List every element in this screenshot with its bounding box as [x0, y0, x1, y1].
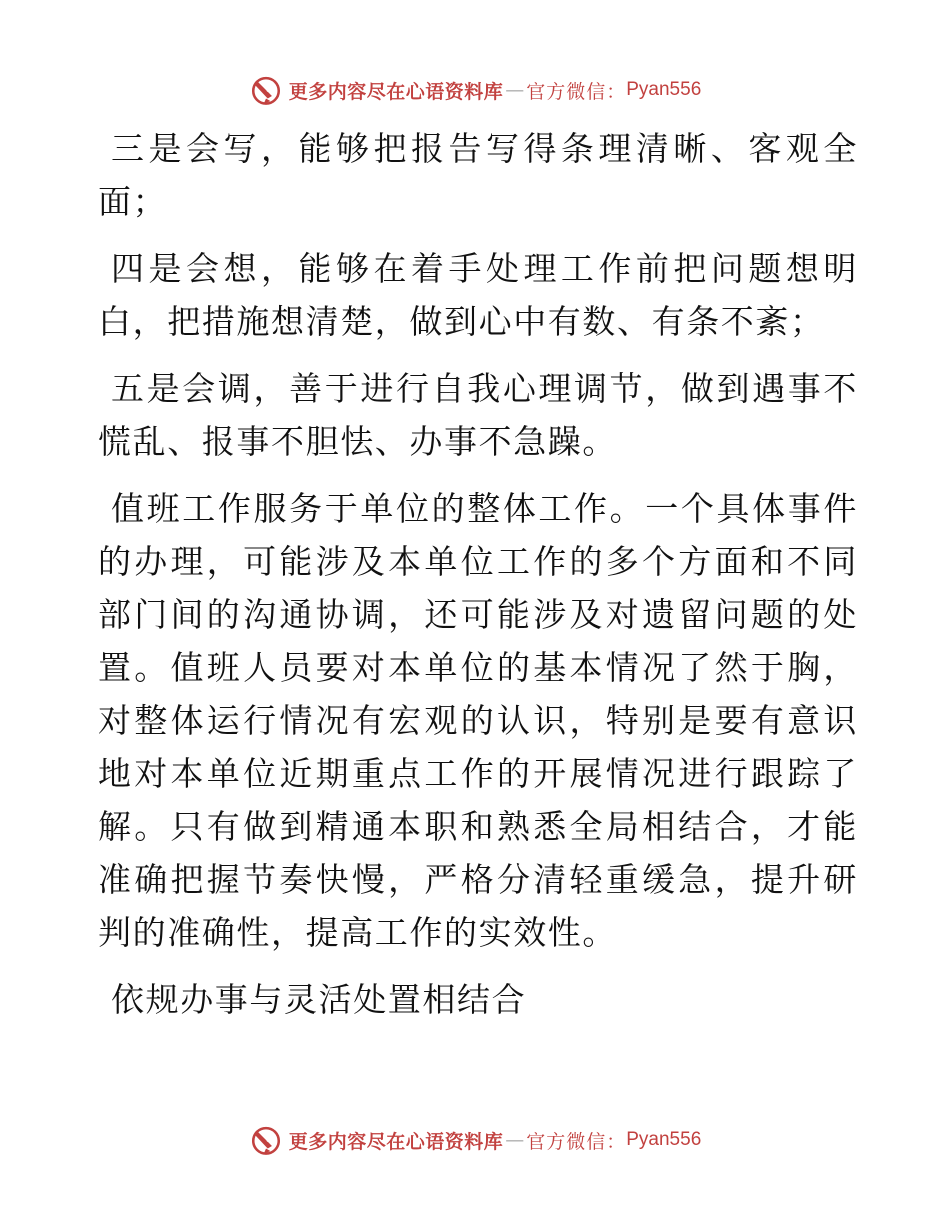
- banner-separator: —: [505, 79, 525, 101]
- banner-separator: —: [505, 1129, 525, 1151]
- banner-wechat-label: 官方微信：: [526, 1130, 627, 1153]
- paragraph: 值班工作服务于单位的整体工作。一个具体事件的办理，可能涉及本单位工作的多个方面和不同部门间的沟通协调，还可能涉及对遗留问题的处置。值班人员要对本单位的基本情况了然于胸，对整体运行情况有宏观的认识，特别是要有意识地对本单位近期重点工作的开展情况进行跟踪了解。只有做到精通本职和熟悉全局相结合，才能准确把握节奏快慢，严格分清轻重缓急，提升研判的准确性，提高工作的实效性。: [98, 489, 858, 952]
- banner-brand-text: 更多内容尽在心语资料库: [288, 1130, 504, 1153]
- banner-wechat-handle: Pyan556: [626, 79, 702, 100]
- pen-nib-logo-icon: [249, 73, 283, 107]
- section-heading: 依规办事与灵活处置相结合: [111, 980, 527, 1019]
- paragraph: 四是会想，能够在着手处理工作前把问题想明白，把措施想清楚，做到心中有数、有条不紊；: [98, 249, 858, 341]
- footer-banner: [0, 1120, 950, 1160]
- banner-brand-text: 更多内容尽在心语资料库: [288, 80, 504, 103]
- banner-wechat-label: 官方微信：: [526, 80, 627, 103]
- header-banner: [0, 70, 950, 110]
- pen-nib-logo-icon: [249, 1123, 283, 1157]
- document-body: [98, 122, 858, 1026]
- paragraph: 五是会调，善于进行自我心理调节，做到遇事不慌乱、报事不胆怯、办事不急躁。: [98, 369, 858, 461]
- paragraph: 三是会写，能够把报告写得条理清晰、客观全面；: [98, 129, 858, 221]
- banner-wechat-handle: Pyan556: [626, 1129, 702, 1150]
